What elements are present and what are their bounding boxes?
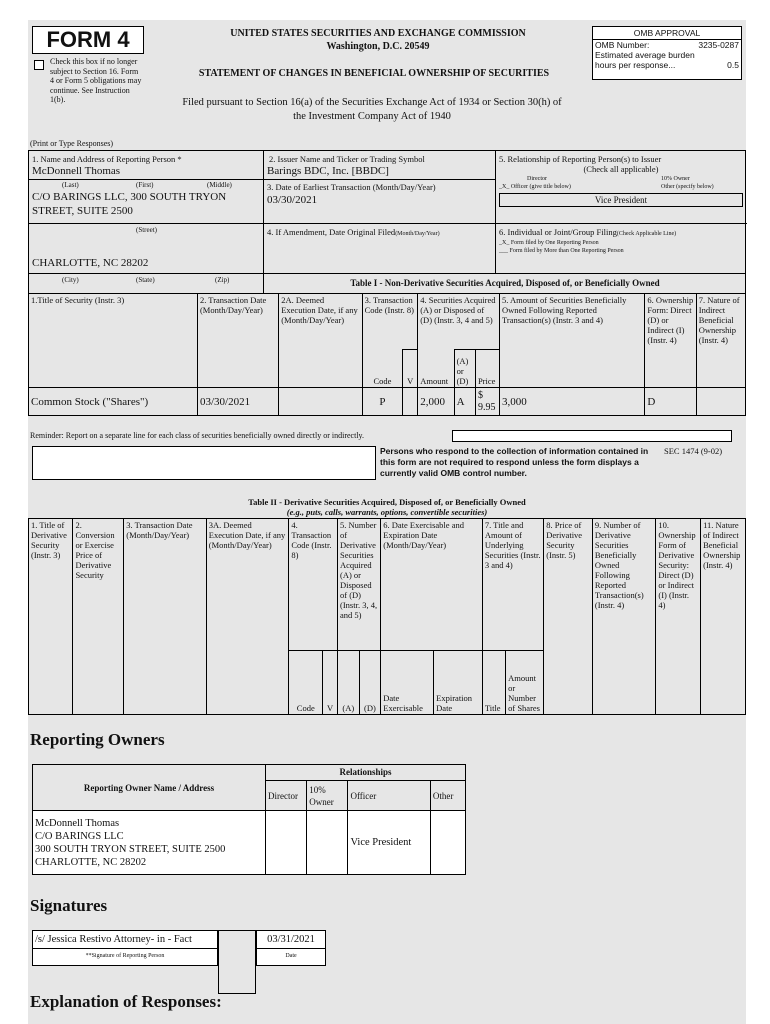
state-label: (State) [136, 276, 155, 284]
statement-title: STATEMENT OF CHANGES IN BENEFICIAL OWNERSHIP OF SECURITIES [198, 68, 550, 79]
t2-s-a: (A) [338, 651, 360, 715]
omb-burden2: hours per response... [595, 60, 676, 70]
other-header: Other [430, 781, 465, 811]
box4-sub: (Month/Day/Year) [395, 231, 440, 237]
ten-percent-owner-header: 10% Owner [307, 781, 348, 811]
t2-s-title: Title [482, 651, 505, 715]
other-cell [430, 811, 465, 875]
other-option[interactable]: Other (specify below) [661, 184, 714, 190]
box2-label: 2. Issuer Name and Ticker or Trading Symbol [269, 154, 425, 164]
box6-line1: _X_ Form filed by One Reporting Person [499, 240, 599, 246]
t2-c3: 3. Transaction Date (Month/Day/Year) [124, 519, 207, 715]
owner-line: McDonnell Thomas [35, 817, 120, 829]
street-label: (Street) [136, 226, 157, 234]
t1-col2: 2. Transaction Date (Month/Day/Year) [197, 294, 278, 388]
date-label: Date [285, 953, 297, 959]
first-label: (First) [136, 181, 154, 189]
relationships-header: Relationships [265, 765, 465, 781]
t1-col2a: 2A. Deemed Execution Date, if any (Month/Day/Year) [279, 294, 362, 388]
t1-price: $ 9.95 [475, 388, 499, 416]
t1-transaction-date: 03/30/2021 [197, 388, 278, 416]
table1 [28, 293, 746, 416]
form-title: FORM 4 [32, 26, 144, 54]
blank-box [32, 446, 376, 480]
t1-form: D [645, 388, 696, 416]
t1-sub-code: Code [362, 350, 403, 388]
table2 [28, 518, 746, 715]
t1-amount: 2,000 [418, 388, 454, 416]
officer-cell: Vice President [348, 811, 430, 875]
omb-hours: 0.5 [727, 60, 739, 70]
omb-number-row [593, 40, 741, 50]
explanation-heading: Explanation of Responses: [30, 992, 222, 1011]
t2-c9: 9. Number of Derivative Securities Beneficially Owned Following Reported Transaction(s) (Instr. 4) [592, 519, 655, 715]
agency-name: UNITED STATES SECURITIES AND EXCHANGE COMMISSION [230, 28, 526, 39]
box6-label-text: 6. Individual or Joint/Group Filing [499, 227, 617, 237]
table-row [29, 388, 746, 416]
box6-line2: ___ Form filed by More than One Reporting Person [499, 248, 624, 254]
omb-title: OMB APPROVAL [593, 27, 741, 40]
t2-c2: 2. Conversion or Exercise Price of Derivative Security [73, 519, 124, 715]
owner-address-cell [33, 811, 266, 875]
reminder-text: Reminder: Report on a separate line for each class of securities beneficially owned directly or indirectly. [30, 431, 365, 440]
box1-label: 1. Name and Address of Reporting Person * [32, 154, 182, 164]
signer-name: /s/ Jessica Restivo Attorney- in - Fact [33, 931, 217, 949]
persons-note: Persons who respond to the collection of information contained in this form are not required to respond unless the form displays a currently valid OMB control number. [380, 446, 649, 478]
city-line: CHARLOTTE, NC 28202 [32, 257, 149, 269]
reporting-owners-heading: Reporting Owners [30, 730, 165, 749]
table2-title: Table II - Derivative Securities Acquired, Disposed of, or Beneficially Owned [248, 497, 526, 507]
t1-sub-price: Price [475, 350, 499, 388]
t2-s-v: V [323, 651, 338, 715]
filed-pursuant-line2: the Investment Company Act of 1940 [293, 111, 451, 122]
checkbox-note: Check this box if no longer subject to Section 16. Form 4 or Form 5 obligations may continue. See Instruction 1(b). [50, 57, 142, 104]
box4-label [267, 227, 440, 240]
omb-number-label: OMB Number: [595, 40, 650, 50]
table2-subtitle: (e.g., puts, calls, warrants, options, convertible securities) [286, 507, 488, 517]
box5-sub: (Check all applicable) [583, 164, 659, 174]
box3-label: 3. Date of Earliest Transaction (Month/Day/Year) [267, 182, 436, 192]
t2-s-code: Code [289, 651, 323, 715]
t2-s-exer: Date Exercisable [381, 651, 434, 715]
t2-s-amount: Amount or Number of Shares [506, 651, 544, 715]
last-label: (Last) [62, 181, 79, 189]
t1-owned: 3,000 [499, 388, 644, 416]
officer-header: Officer [348, 781, 430, 811]
city-label: (City) [62, 276, 79, 284]
t1-col4: 4. Securities Acquired (A) or Disposed of (D) (Instr. 3, 4 and 5) [418, 294, 500, 350]
filed-pursuant-line1: Filed pursuant to Section 16(a) of the Securities Exchange Act of 1934 or Section 30(h) of [182, 97, 562, 108]
omb-burden1: Estimated average burden [595, 50, 695, 60]
print-note: (Print or Type Responses) [30, 139, 114, 148]
owner-line: C/O BARINGS LLC [35, 830, 124, 842]
reminder-box [452, 430, 732, 442]
owner-option[interactable]: 10% Owner [661, 176, 690, 182]
reporting-owners-table [32, 764, 466, 875]
officer-option[interactable]: _X_ Officer (give title below) [499, 184, 571, 190]
table-row [33, 811, 466, 875]
t2-c6: 6. Date Exercisable and Expiration Date (Month/Day/Year) [381, 519, 483, 651]
street-line1: C/O BARINGS LLC, 300 SOUTH TRYON [32, 191, 227, 203]
earliest-transaction-date: 03/30/2021 [267, 194, 318, 206]
owner-line: 300 SOUTH TRYON STREET, SUITE 2500 [35, 843, 226, 855]
t1-deemed-date [279, 388, 362, 416]
t1-sub-aord: (A) or (D) [454, 350, 475, 388]
box4-label-text: 4. If Amendment, Date Original Filed [267, 227, 396, 237]
t2-s-d: (D) [359, 651, 381, 715]
t2-c10: 10. Ownership Form of Derivative Security: Direct (D) or Indirect (I) (Instr. 4) [656, 519, 701, 715]
middle-label: (Middle) [207, 181, 232, 189]
signer-label: **Signature of Reporting Person [85, 953, 165, 959]
omb-number: 3235-0287 [698, 40, 739, 50]
t2-s-exp: Expiration Date [434, 651, 483, 715]
owner-line: CHARLOTTE, NC 28202 [35, 856, 147, 868]
form-sheet [28, 20, 746, 1024]
info-grid [28, 150, 746, 294]
t1-col5: 5. Amount of Securities Beneficially Owned Following Reported Transaction(s) (Instr. 3 and 4) [499, 294, 644, 388]
t1-title-of-security: Common Stock ("Shares") [29, 388, 198, 416]
director-header: Director [265, 781, 306, 811]
signature-box [32, 930, 218, 966]
t1-col7: 7. Nature of Indirect Beneficial Ownership (Instr. 4) [696, 294, 745, 388]
t1-sub-amount: Amount [418, 350, 454, 388]
t2-c4: 4. Transaction Code (Instr. 8) [289, 519, 338, 651]
reporting-person-name: McDonnell Thomas [32, 165, 121, 177]
t1-sub-v: V [403, 350, 418, 388]
zip-label: (Zip) [215, 276, 230, 284]
signature-date: 03/31/2021 [257, 931, 325, 949]
box5-label: 5. Relationship of Reporting Person(s) to Issuer [499, 154, 662, 164]
agency-location: Washington, D.C. 20549 [326, 41, 430, 52]
table1-title: Table I - Non-Derivative Securities Acquired, Disposed of, or Beneficially Owned [350, 278, 660, 288]
sec-code: SEC 1474 (9-02) [664, 446, 723, 456]
t2-c8: 8. Price of Derivative Security (Instr. 5) [544, 519, 593, 715]
t1-col3: 3. Transaction Code (Instr. 8) [362, 294, 418, 350]
date-box [256, 930, 326, 966]
t1-col6: 6. Ownership Form: Direct (D) or Indirect (I) (Instr. 4) [645, 294, 696, 388]
box6-sub: (Check Applicable Line) [616, 231, 677, 237]
t1-col1: 1.Title of Security (Instr. 3) [29, 294, 198, 388]
ten-percent-owner-cell [307, 811, 348, 875]
t2-c1: 1. Title of Derivative Security (Instr. 3) [29, 519, 73, 715]
signatures-heading: Signatures [30, 896, 108, 915]
issuer-name: Barings BDC, Inc. [BBDC] [267, 165, 389, 177]
officer-title-box: Vice President [499, 193, 743, 207]
section16-checkbox[interactable] [34, 60, 44, 70]
t1-nature [696, 388, 745, 416]
t1-aord: A [454, 388, 475, 416]
street-line2: STREET, SUITE 2500 [32, 205, 133, 217]
t2-c11: 11. Nature of Indirect Beneficial Ownership (Instr. 4) [701, 519, 746, 715]
director-option[interactable]: Director [527, 176, 547, 182]
t1-code: P [362, 388, 403, 416]
director-cell [265, 811, 306, 875]
omb-approval-box [592, 26, 742, 80]
t2-c3a: 3A. Deemed Execution Date, if any (Month/Day/Year) [206, 519, 289, 715]
t1-v [403, 388, 418, 416]
t2-c5: 5. Number of Derivative Securities Acquired (A) or Disposed of (D) (Instr. 3, 4, and 5) [338, 519, 381, 651]
omb-burden-row [593, 60, 741, 70]
owner-name-header: Reporting Owner Name / Address [33, 765, 266, 811]
signature-gap-box [218, 930, 256, 994]
t2-c7: 7. Title and Amount of Underlying Securities (Instr. 3 and 4) [482, 519, 543, 651]
